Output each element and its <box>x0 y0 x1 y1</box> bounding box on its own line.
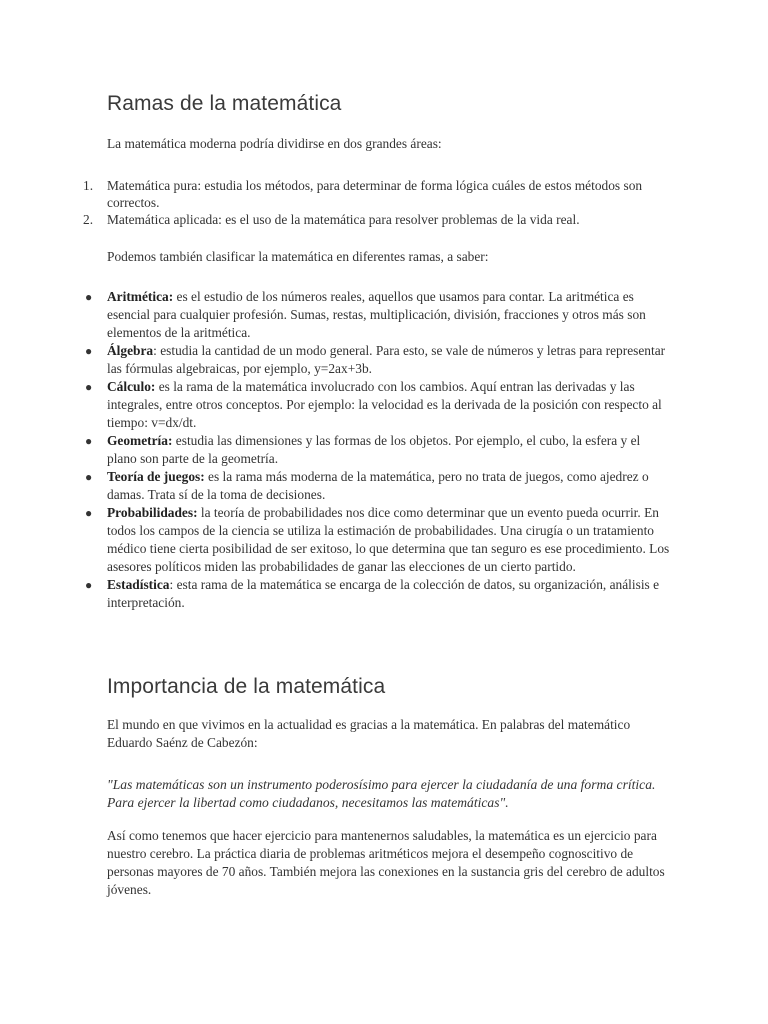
intro-paragraph: La matemática moderna podría dividirse en dos grandes áreas: <box>107 136 442 151</box>
bullet-icon: ● <box>85 470 93 484</box>
branch-term: Cálculo: <box>107 379 156 394</box>
bullet-icon: ● <box>85 434 93 448</box>
list-item <box>80 342 670 378</box>
bullet-icon: ● <box>85 578 93 592</box>
branch-text: es el estudio de los números reales, aquellos que usamos para contar. La aritmética es esencial para cualquier profesión. Sumas, restas, multiplicación, división, fracciones y otros más son elementos de la aritmética. <box>107 289 646 340</box>
branch-term: Estadística <box>107 577 170 592</box>
branch-text: la teoría de probabilidades nos dice como determinar que un evento pueda ocurrir. En todos los campos de la ciencia se utiliza la estimación de probabilidades. Una cirugía o un tratamiento médico tiene cierta posibilidad de ser exitoso, lo que determina que tan seguro es ese procedimiento. Los asesores políticos miden las probabilidades de ganar las elecciones de un cierto partido. <box>107 505 670 574</box>
list-item <box>80 177 670 211</box>
list-number: 1. <box>83 178 94 193</box>
list-item <box>80 211 670 228</box>
list-item <box>80 468 670 504</box>
list-item <box>80 576 670 612</box>
list-text: Matemática pura: estudia los métodos, para determinar de forma lógica cuáles de estos métodos son correctos. <box>107 178 643 210</box>
list-item <box>80 504 670 576</box>
branch-text: es la rama más moderna de la matemática, pero no trata de juegos, como ajedrez o damas. Trata sí de la toma de decisiones. <box>107 469 649 502</box>
quote-paragraph: "Las matemáticas son un instrumento poderosísimo para ejercer la ciudadanía de una forma crítica. Para ejercer la libertad como ciudadanos, necesitamos las matemáticas". <box>107 777 656 810</box>
branches-intro-paragraph: Podemos también clasificar la matemática en diferentes ramas, a saber: <box>107 249 489 264</box>
list-text: Matemática aplicada: es el uso de la matemática para resolver problemas de la vida real. <box>107 212 580 227</box>
section-title-importancia: Importancia de la matemática <box>107 675 386 698</box>
importance-intro-paragraph: El mundo en que vivimos en la actualidad es gracias a la matemática. En palabras del matemático Eduardo Saénz de Cabezón: <box>107 717 631 750</box>
list-number: 2. <box>83 212 94 227</box>
branches-list <box>80 288 670 612</box>
branch-term: Álgebra <box>107 343 154 358</box>
branch-text: : esta rama de la matemática se encarga de la colección de datos, su organización, análisis e interpretación. <box>107 577 660 610</box>
branch-term: Probabilidades: <box>107 505 198 520</box>
branch-text: : estudia la cantidad de un modo general. Para esto, se vale de números y letras para representar las fórmulas algebraicas, por ejemplo, y=2ax+3b. <box>107 343 666 376</box>
branch-term: Teoría de juegos: <box>107 469 205 484</box>
list-item <box>80 378 670 432</box>
closing-paragraph: Así como tenemos que hacer ejercicio para mantenernos saludables, la matemática es un ejercicio para nuestro cerebro. La práctica diaria de problemas aritméticos mejora el desempeño cognoscitivo de personas mayores de 70 años. También mejora las conexiones en la sustancia gris del cerebro de adultos jóvenes. <box>107 828 665 897</box>
section-title-ramas: Ramas de la matemática <box>107 92 342 115</box>
branch-text: es la rama de la matemática involucrado con los cambios. Aquí entran las derivadas y las integrales, entre otros conceptos. Por ejemplo: la velocidad es la derivada de la posición con respecto al tiempo: v=dx/dt. <box>107 379 662 430</box>
branch-text: estudia las dimensiones y las formas de los objetos. Por ejemplo, el cubo, la esfera y el plano son parte de la geometría. <box>107 433 641 466</box>
branch-term: Geometría: <box>107 433 173 448</box>
bullet-icon: ● <box>85 344 93 358</box>
bullet-icon: ● <box>85 380 93 394</box>
bullet-icon: ● <box>85 290 93 304</box>
list-item <box>80 288 670 342</box>
list-item <box>80 432 670 468</box>
areas-list <box>80 177 670 228</box>
bullet-icon: ● <box>85 506 93 520</box>
branch-term: Aritmética: <box>107 289 174 304</box>
